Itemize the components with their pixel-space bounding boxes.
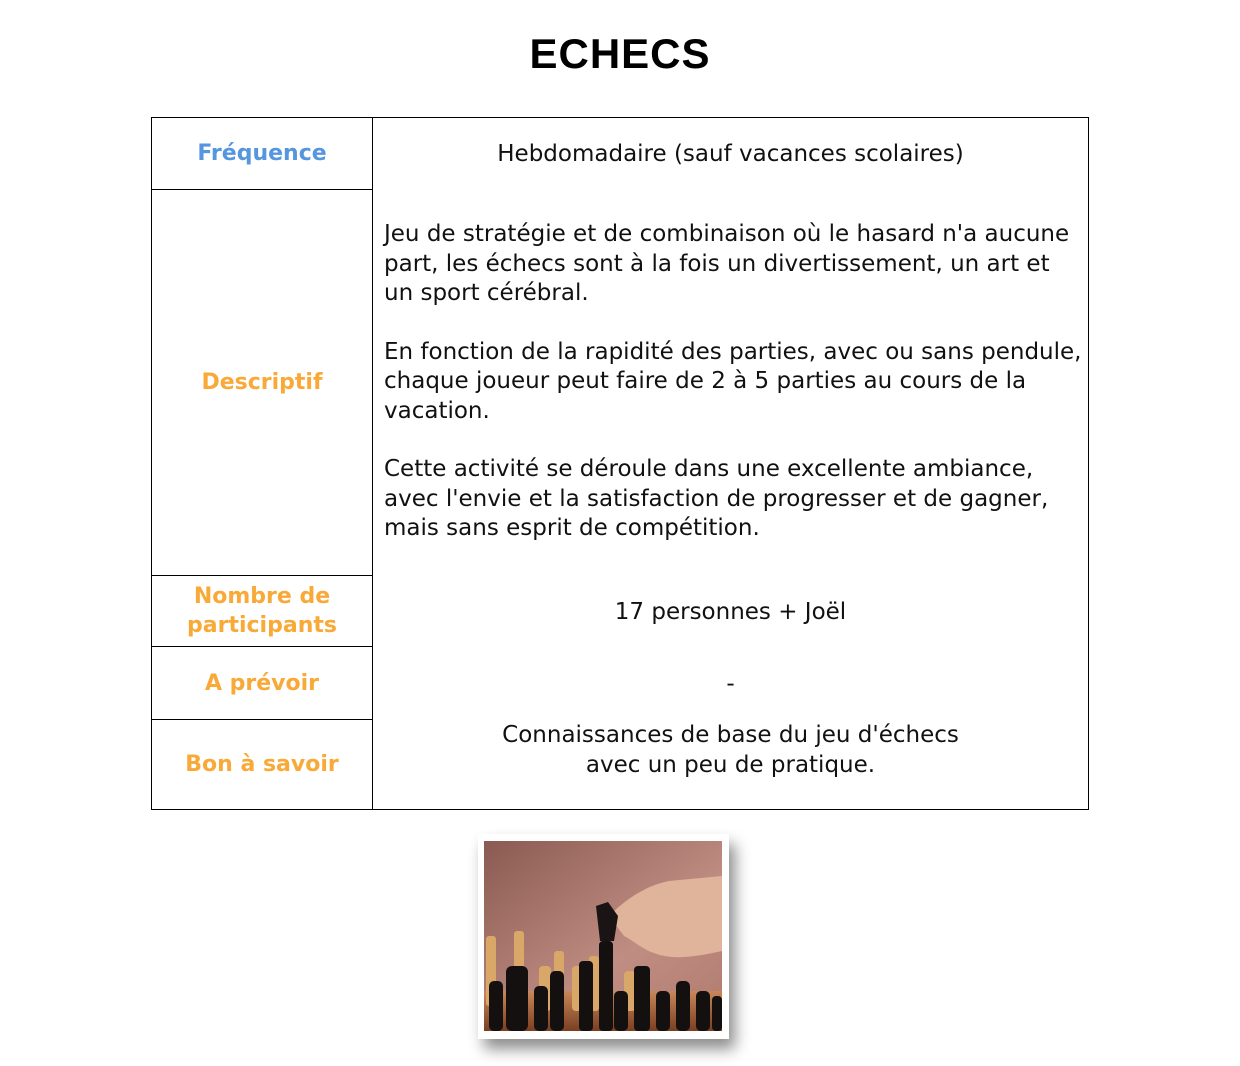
page-title: ECHECS — [529, 30, 711, 77]
value-line: Connaissances de base du jeu d'échecs — [502, 722, 959, 748]
label-participants: Nombre de participants — [152, 576, 372, 647]
value-bon-a-savoir — [373, 720, 1088, 780]
value-frequence: Hebdomadaire (sauf vacances scolaires) — [497, 141, 964, 167]
activity-info-table — [151, 117, 1089, 810]
chess-image — [484, 841, 722, 1031]
desc-paragraph: Jeu de stratégie et de combinaison où le hasard n'a aucune part, les échecs sont à la fois un divertissement, un art et un sport cérébral. — [384, 221, 1070, 306]
value-descriptif — [384, 220, 1084, 573]
desc-paragraph: En fonction de la rapidité des parties, avec ou sans pendule, chaque joueur peut faire de 2 à 5 parties au cours de la vacation. — [384, 338, 1082, 424]
label-a-prevoir: A prévoir — [152, 648, 372, 720]
value-participants: 17 personnes + Joël — [614, 599, 847, 625]
value-line: avec un peu de pratique. — [585, 752, 876, 778]
label-descriptif: Descriptif — [152, 190, 372, 576]
label-frequence: Fréquence — [152, 118, 372, 190]
chess-photo — [478, 834, 729, 1039]
desc-paragraph: Cette activité se déroule dans une excellente ambiance, avec l'envie et la satisfaction de progresser et de gagner, mais sans esprit de compétition. — [384, 456, 1049, 541]
value-a-prevoir: - — [726, 671, 735, 697]
label-bon-a-savoir: Bon à savoir — [185, 752, 339, 777]
column-divider — [372, 118, 373, 809]
